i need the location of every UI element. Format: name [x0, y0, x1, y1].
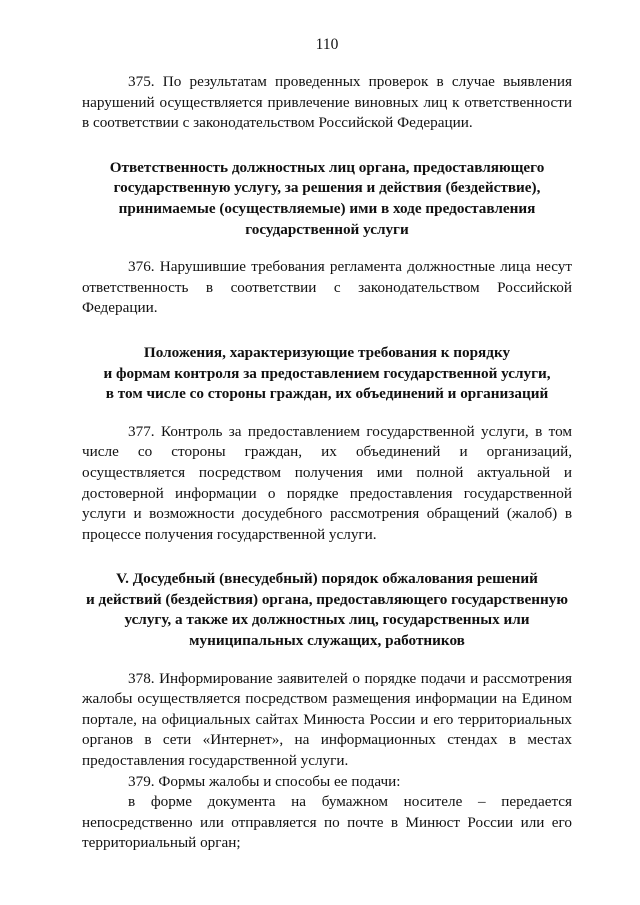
- heading-line: муниципальных служащих, работников: [189, 632, 465, 650]
- heading-line: государственной услуги: [245, 220, 409, 238]
- heading-line: Ответственность должностных лиц органа, предоставляющего: [109, 158, 545, 176]
- paragraph-377: 377. Контроль за предоставлением государственной услуги, в том числе со стороны граждан, их объединений и организаций, осуществляется посредством получения ими полной актуальной и достоверной информации о порядке предоставления государственной услуги и возможности досудебного рассмотрения обращений (жалоб) в процессе получения государственной услуги.: [82, 422, 572, 543]
- paragraph-378: 378. Информирование заявителей о порядке подачи и рассмотрения жалобы осуществляется посредством размещения информации на Едином портале, на официальных сайтах Минюста России и его территориальных органов в сети «Интернет», на информационных стендах в местах предоставления государственной услуги.: [82, 669, 572, 770]
- paragraph-375: 375. По результатам проведенных проверок в случае выявления нарушений осуществляется привлечение виновных лиц к ответственности в соответствии с законодательством Российской Федерации.: [82, 73, 572, 132]
- paragraph-376: 376. Нарушившие требования регламента должностные лица несут ответственность в соответствии с законодательством Российской Федерации.: [82, 258, 572, 317]
- heading-line: Положения, характеризующие требования к порядку: [143, 343, 511, 361]
- section-heading-appeal: [82, 569, 572, 651]
- heading-line: принимаемые (осуществляемые) ими в ходе предоставления: [118, 199, 536, 217]
- heading-line: V. Досудебный (внесудебный) порядок обжалования решений: [116, 570, 538, 588]
- page-number: 110: [315, 36, 339, 53]
- heading-line: в том числе со стороны граждан, их объединений и организаций: [105, 385, 549, 403]
- heading-line: услугу, а также их должностных лиц, государственных или: [124, 611, 530, 629]
- section-heading-control: [82, 343, 572, 405]
- heading-line: и действий (бездействия) органа, предоставляющего государственную: [86, 590, 568, 608]
- heading-line: и формам контроля за предоставлением государственной услуги,: [103, 364, 551, 382]
- heading-line: государственную услугу, за решения и действия (бездействие),: [113, 179, 541, 197]
- paragraph-379: 379. Формы жалобы и способы ее подачи:: [128, 772, 401, 790]
- paragraph-379-paper-form: в форме документа на бумажном носителе – передается непосредственно или отправляется по почте в Минюст России или его территориальный орган;: [82, 793, 572, 852]
- section-heading-responsibility: [82, 158, 572, 240]
